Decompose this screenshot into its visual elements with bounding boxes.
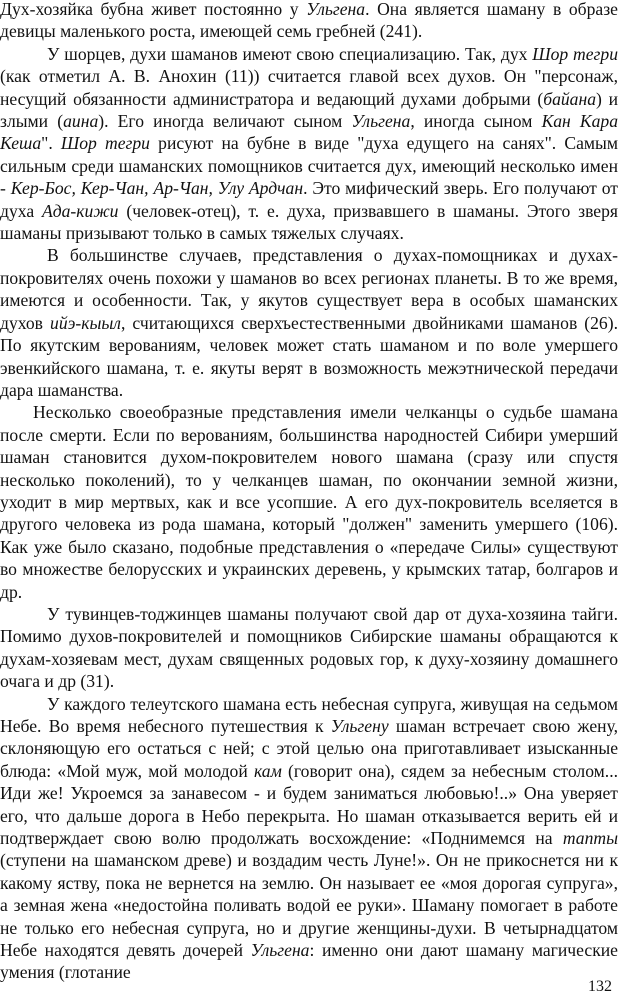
text-segment: В большинстве случаев, представления о духах-помощниках и духах-покровителях очень похожи у шаманов во всех регионах планеты. В то же время, имеются и особенности. Так, у якутов существует вера в особых шаманских духов: [0, 245, 618, 333]
page-number: 132: [588, 977, 612, 995]
italic-term: Кер-Бос, Кер-Чан, Ар-Чан, Улу Ардчан: [10, 178, 304, 199]
text-segment: . Это мифический зверь. Его получают от духа: [0, 178, 618, 221]
italic-term: Шор тегри: [60, 133, 150, 154]
text-segment: ) и злыми (: [0, 88, 618, 132]
paragraph: [0, 693, 618, 984]
text-segment: Несколько своеобразные представления имели челканцы о судьбе шамана после смерти. Если по верованиям, большинства народностей Сибири умерший шаман становится духом-покровителем нового шамана (сразу или спустя несколько поколений), то у челканцев шаман, по окончании земной жизни, уходит в мир мертвых, как и все усопшие. А его дух-покровитель вселяется в другого человека из рода шамана, который "должен" заменить умершего (106). Как уже было сказано, подобные представления о «передаче Силы» существуют во множестве белорусских и украинских деревень, у крымских татар, болгаров и др.: [0, 402, 618, 602]
italic-term: тапты: [562, 828, 618, 849]
text-segment: ). Его иногда величают сыном: [98, 111, 352, 132]
text-segment: шаман встречает свою жену, склоняющую его остаться с ней; с этой целью она приготавливает изысканные блюда: «Мой муж, мой молодой: [0, 716, 618, 781]
text-segment: (как отметил А. В. Анохин (11)) считается главой всех духов. Он "персонаж, несущий обязанности администратора и ведающий духами добрыми (: [0, 66, 618, 109]
italic-term: аина: [63, 111, 99, 132]
text-segment: : именно они дают шаману магические умения (глотание: [0, 940, 618, 983]
paragraph: [0, 603, 618, 693]
italic-term: Ульгену: [330, 716, 389, 736]
text-segment: У тувинцев-тоджинцев шаманы получают свой дар от духа-хозяина тайги. Помимо духов-покровителей и помощников Сибирские шаманы обращаются к духам-хозяевам мест, духам священных родовых гор, к духу-хозяину домашнего очага и др (31).: [0, 603, 618, 692]
italic-term: кам: [253, 760, 282, 781]
text-segment: У каждого телеутского шамана есть небесная супруга, живущая на седьмом Небе. Во время небесного путешествия к: [0, 693, 618, 736]
paragraph: [0, 0, 618, 43]
italic-term: Ульгена: [306, 0, 366, 19]
paragraph: [0, 43, 618, 245]
paragraph: [0, 401, 618, 603]
text-segment: , иногда сыном: [410, 111, 542, 132]
text-segment: рисуют на бубне в виде "духа едущего на санях". Самым сильным среди шаманских помощников считается дух, имеющий несколько имен -: [0, 133, 618, 199]
text-segment: . Она является шаману в образе девицы маленького роста, имеющей семь гребней (241).: [0, 0, 618, 42]
text-segment: (говорит она), сядем за небесным столом... Иди же! Укроемся за занавесом - и будем заниматься любовью!..» Она уверяет его, что дальше дорога в Небо перекрыта. Но шаман отказывается верить ей и подтверждает свою волю продолжать восхождение: «Поднимемся на: [0, 760, 618, 849]
text-segment: , считающихся сверхъестественными двойниками шаманов (26). По якутским верованиям, человек может стать шаманом и по воле умершего эвенкийского шамана, т. е. якуты верят в возможность межэтнической передачи дара шаманства.: [0, 312, 618, 400]
text-segment: Дух-хозяйка бубна живет постоянно у: [0, 0, 307, 19]
text-segment: (ступени на шаманском древе) и воздадим честь Луне!». Он не прикоснется ни к какому яству, пока не вернется на землю. Он называет ее «моя дорогая супруга», а земная жена «недостойна поливать водой ее руки». Шаману помогает в работе не только его небесная супруга, но и другие женщины-духи. В четырнадцатом Небе находятся девять дочерей: [0, 850, 618, 961]
text-segment: У шорцев, духи шаманов имеют свою специализацию. Так, дух: [47, 43, 533, 64]
italic-term: Ульгена: [250, 940, 310, 961]
text-segment: (человек-отец), т. е. духа, призвавшего в шаманы. Этого зверя шаманы призывают только в самых тяжелых случаях.: [0, 200, 618, 244]
italic-term: байана: [543, 88, 596, 109]
italic-term: Ада-кижи: [41, 200, 119, 221]
text-segment: ".: [41, 133, 61, 154]
italic-term: Кан Кара Кеша: [0, 111, 619, 154]
italic-term: ийэ-кыыл: [50, 312, 121, 333]
italic-term: Шор тегри: [532, 43, 618, 64]
italic-term: Ульгена: [351, 111, 411, 132]
paragraph: [0, 244, 618, 401]
